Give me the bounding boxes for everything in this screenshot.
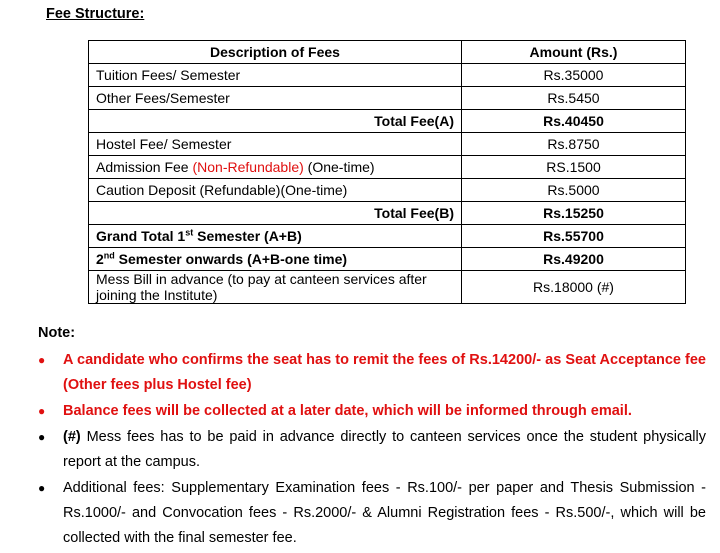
fee-structure-heading: Fee Structure: <box>46 6 145 22</box>
table-row-mess <box>89 271 686 304</box>
row-amount: Rs.35000 <box>462 64 686 87</box>
table-row-grand-total <box>89 225 686 248</box>
row-label: Tuition Fees/ Semester <box>89 64 462 87</box>
note-title: Note: <box>38 325 76 341</box>
list-item <box>38 476 706 551</box>
mess-amount: Rs.18000 (#) <box>462 271 686 304</box>
second-label-sup: nd <box>103 250 115 261</box>
notes-list <box>38 348 706 552</box>
grand-label-post: Semester (A+B) <box>193 228 302 244</box>
row-label: Hostel Fee/ Semester <box>89 133 462 156</box>
table-header-row <box>89 41 686 64</box>
row-label: Caution Deposit (Refundable)(One-time) <box>89 179 462 202</box>
mess-label <box>89 271 462 304</box>
row-amount: RS.1500 <box>462 156 686 179</box>
admission-label-post: (One-time) <box>303 159 375 175</box>
table-row <box>89 64 686 87</box>
table-row-second-semester <box>89 248 686 271</box>
list-item <box>38 399 706 424</box>
table-row <box>89 87 686 110</box>
total-a-label: Total Fee(A) <box>89 110 462 133</box>
bullet-icon: ● <box>38 404 46 418</box>
second-label-post: Semester onwards (A+B-one time) <box>114 251 348 267</box>
grand-total-amount: Rs.55700 <box>462 225 686 248</box>
header-description: Description of Fees <box>89 41 462 64</box>
second-semester-amount: Rs.49200 <box>462 248 686 271</box>
grand-total-label <box>89 225 462 248</box>
note-additional: Additional fees: Supplementary Examination fees - Rs.100/- per paper and Thesis Submission - Rs.1000/- and Convocation fees - Rs.2000/- & Alumni Registration fees - Rs.500/-, which will be collected with the final semester fee. <box>63 480 706 546</box>
list-item <box>38 425 706 475</box>
fee-table <box>88 40 686 304</box>
header-amount: Amount (Rs.) <box>462 41 686 64</box>
list-item <box>38 348 706 398</box>
table-row-total <box>89 110 686 133</box>
non-refundable-label: (Non-Refundable) <box>192 159 304 175</box>
total-b-label: Total Fee(B) <box>89 202 462 225</box>
note-seat-acceptance: A candidate who confirms the seat has to remit the fees of Rs.14200/- as Seat Acceptance fee (Other fees plus Hostel fee) <box>63 352 706 393</box>
mess-label-line1: Mess Bill in advance (to pay at canteen services after <box>96 271 427 287</box>
total-b-amount: Rs.15250 <box>462 202 686 225</box>
row-label <box>89 156 462 179</box>
note-balance: Balance fees will be collected at a later date, which will be informed through email. <box>63 403 632 419</box>
note-mess-text: Mess fees has to be paid in advance directly to canteen services once the student physically report at the campus. <box>63 429 706 470</box>
bullet-icon: ● <box>38 481 46 495</box>
note-mess-hash: (#) <box>63 429 81 445</box>
bullet-icon: ● <box>38 430 46 444</box>
admission-label-pre: Admission Fee <box>96 159 193 175</box>
grand-label-sup: st <box>185 227 194 238</box>
table-row <box>89 133 686 156</box>
row-amount: Rs.5000 <box>462 179 686 202</box>
table-row <box>89 179 686 202</box>
bullet-icon: ● <box>38 353 46 367</box>
table-row <box>89 156 686 179</box>
grand-label-pre: Grand Total 1 <box>96 228 186 244</box>
mess-label-line2: joining the Institute) <box>96 287 218 303</box>
row-amount: Rs.5450 <box>462 87 686 110</box>
total-a-amount: Rs.40450 <box>462 110 686 133</box>
table-row-total <box>89 202 686 225</box>
second-semester-label <box>89 248 462 271</box>
second-label-pre: 2 <box>96 251 104 267</box>
row-amount: Rs.8750 <box>462 133 686 156</box>
row-label: Other Fees/Semester <box>89 87 462 110</box>
